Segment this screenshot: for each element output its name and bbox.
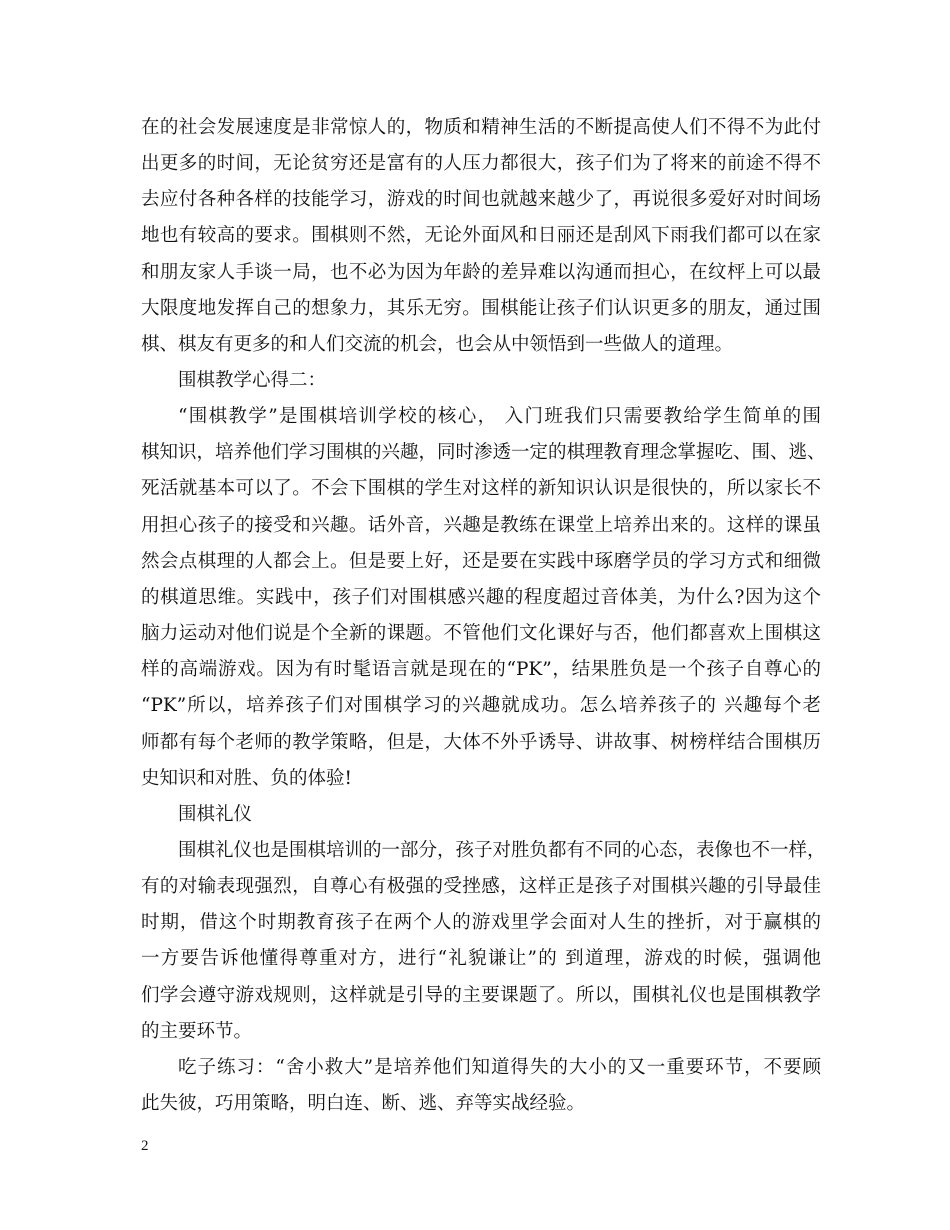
text-line: 脑力运动对他们说是个全新的课题。不管他们文化课好与否，他们都喜欢上围棋这 [141, 623, 821, 644]
text-line: 棋、棋友有更多的和人们交流的机会，也会从中领悟到一些做人的道理。 [141, 334, 734, 355]
text-line: 有的对输表现强烈，自尊心有极强的受挫感，这样正是孩子对围棋兴趣的引导最佳 [141, 876, 821, 897]
text-line: 们学会遵守游戏规则，这样就是引导的主要课题了。所以，围棋礼仪也是围棋教学 [141, 985, 821, 1006]
text-line: 样的高端游戏。因为有时髦语言就是现在的“PK”，结果胜负是一个孩子自尊心的 [141, 659, 821, 680]
text-line: 去应付各种各样的技能学习，游戏的时间也就越来越少了，再说很多爱好对时间场 [141, 189, 821, 210]
text-line: 和朋友家人手谈一局，也不必为因为年龄的差异难以沟通而担心，在纹枰上可以最 [141, 262, 821, 283]
text-line: 史知识和对胜、负的体验! [141, 768, 352, 789]
text-line: “围棋教学”是围棋培训学校的核心， 入门班我们只需要教给学生简单的围 [178, 406, 821, 427]
text-line: 地也有较高的要求。围棋则不然，无论外面风和日丽还是刮风下雨我们都可以在家 [141, 225, 821, 246]
text-line: 此失彼，巧用策略，明白连、断、逃、弃等实战经验。 [141, 1093, 586, 1114]
text-line: 死活就基本可以了。不会下围棋的学生对这样的新知识认识是很快的，所以家长不 [141, 478, 821, 499]
text-line: 棋知识，培养他们学习围棋的兴趣，同时渗透一定的棋理教育理念掌握吃、围、逃、 [141, 442, 826, 463]
text-line: 围棋礼仪也是围棋培训的一部分，孩子对胜负都有不同的心态，表像也不一样， [178, 840, 826, 861]
text-line: 出更多的时间，无论贫穷还是富有的人压力都很大，孩子们为了将来的前途不得不 [141, 153, 821, 174]
text-line: 时期，借这个时期教育孩子在两个人的游戏里学会面对人生的挫折，对于赢棋的 [141, 912, 821, 933]
text-line: 吃子练习：“舍小救大”是培养他们知道得失的大小的又一重要环节，不要顾 [178, 1057, 821, 1078]
text-line: 师都有每个老师的教学策略，但是，大体不外乎诱导、讲故事、树榜样结合围棋历 [141, 732, 821, 753]
text-line: 用担心孩子的接受和兴趣。话外音，兴趣是教练在课堂上培养出来的。这样的课虽 [141, 515, 821, 536]
section-heading: 围棋礼仪 [178, 804, 253, 825]
text-line: 在的社会发展速度是非常惊人的，物质和精神生活的不断提高使人们不得不为此付 [141, 117, 821, 138]
text-line: 一方要告诉他懂得尊重对方，进行“礼貌谦让”的 到道理，游戏的时候，强调他 [141, 948, 821, 969]
text-line: 然会点棋理的人都会上。但是要上好，还是要在实践中琢磨学员的学习方式和细微 [141, 551, 821, 572]
section-heading: 围棋教学心得二： [178, 370, 327, 391]
page-number: 2 [141, 1138, 149, 1154]
text-line: “PK”所以，培养孩子们对围棋学习的兴趣就成功。怎么培养孩子的 兴趣每个老 [141, 695, 821, 716]
text-line: 的主要环节。 [141, 1021, 253, 1042]
text-line: 的棋道思维。实践中，孩子们对围棋感兴趣的程度超过音体美，为什么?因为这个 [141, 587, 821, 608]
text-line: 大限度地发挥自己的想象力，其乐无穷。围棋能让孩子们认识更多的朋友，通过围 [141, 298, 821, 319]
